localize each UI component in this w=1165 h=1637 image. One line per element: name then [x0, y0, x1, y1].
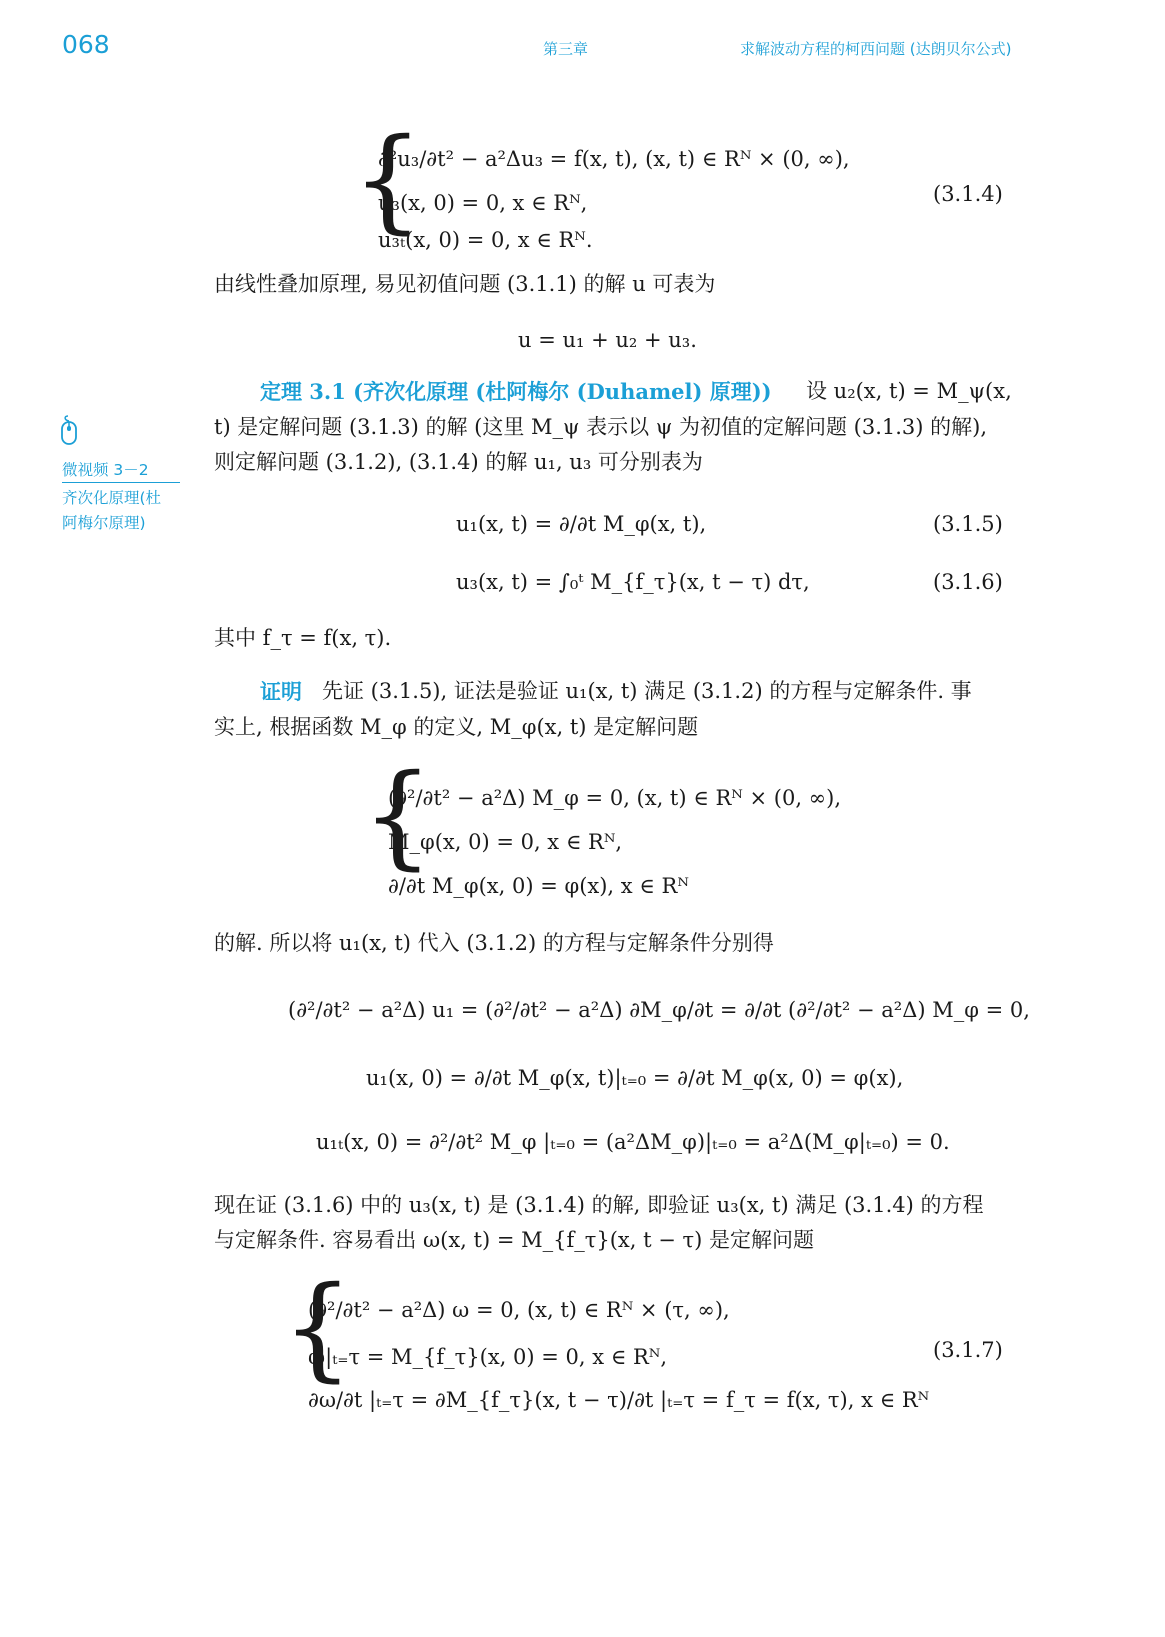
proof-label: 证明 — [260, 679, 302, 704]
chapter-label: 第三章 — [543, 40, 589, 58]
proof-text-line2: 实上, 根据函数 M_φ 的定义, M_φ(x, t) 是定解问题 — [214, 715, 699, 739]
eq-3-1-4-line3: u₃ₜ(x, 0) = 0, x ∈ Rᴺ. — [378, 228, 593, 252]
m-phi-system-line3: ∂/∂t M_φ(x, 0) = φ(x), x ∈ Rᴺ — [388, 874, 689, 898]
proof-text-line1: 先证 (3.1.5), 证法是验证 u₁(x, t) 满足 (3.1.2) 的方程与定解条件. 事 — [322, 679, 972, 703]
eq-3-1-5: u₁(x, t) = ∂/∂t M_φ(x, t), — [456, 512, 707, 536]
sidebar-title-line2[interactable]: 阿梅尔原理) — [62, 514, 146, 532]
paragraph-superposition: 由线性叠加原理, 易见初值问题 (3.1.1) 的解 u 可表为 — [214, 272, 716, 296]
eq-3-1-4-line1: ∂²u₃/∂t² − a²Δu₃ = f(x, t), (x, t) ∈ Rᴺ × (0, ∞), — [378, 147, 850, 171]
eq-number-3-1-5: (3.1.5) — [933, 512, 1003, 536]
eq-3-1-7-line1: (∂²/∂t² − a²Δ) ω = 0, (x, t) ∈ Rᴺ × (τ, ∞), — [308, 1298, 730, 1322]
left-brace: { — [282, 1263, 354, 1393]
left-brace: { — [362, 751, 434, 881]
after-system-paragraph: 的解. 所以将 u₁(x, t) 代入 (3.1.2) 的方程与定解条件分别得 — [214, 931, 774, 955]
theorem-label: 定理 3.1 (齐次化原理 (杜阿梅尔 (Duhamel) 原理)) — [260, 379, 772, 404]
eq-3-1-7-line2: ω|ₜ₌τ = M_{f_τ}(x, 0) = 0, x ∈ Rᴺ, — [308, 1345, 668, 1369]
page-number: 068 — [62, 30, 110, 59]
eq-number-3-1-6: (3.1.6) — [933, 570, 1003, 594]
eq-3-1-7-line3: ∂ω/∂t |ₜ₌τ = ∂M_{f_τ}(x, t − τ)/∂t |ₜ₌τ = f_τ = f(x, τ), x ∈ Rᴺ — [308, 1388, 930, 1412]
chapter-title: 求解波动方程的柯西问题 (达朗贝尔公式) — [740, 40, 1012, 58]
sidebar-video-label[interactable]: 微视频 3－2 — [62, 461, 149, 479]
now-paragraph-line2: 与定解条件. 容易看出 ω(x, t) = M_{f_τ}(x, t − τ) 是定解问题 — [214, 1228, 814, 1252]
substitution-line3: u₁ₜ(x, 0) = ∂²/∂t² M_φ |ₜ₌₀ = (a²ΔM_φ)|ₜ₌₀ = a²Δ(M_φ|ₜ₌₀) = 0. — [316, 1130, 950, 1154]
eq-3-1-4-line2: u₃(x, 0) = 0, x ∈ Rᴺ, — [378, 191, 588, 215]
substitution-line1: (∂²/∂t² − a²Δ) u₁ = (∂²/∂t² − a²Δ) ∂M_φ/∂t = ∂/∂t (∂²/∂t² − a²Δ) M_φ = 0, — [288, 998, 1030, 1022]
theorem-text-line1: 设 u₂(x, t) = M_ψ(x, — [806, 379, 1012, 403]
theorem-text-line2: t) 是定解问题 (3.1.3) 的解 (这里 M_ψ 表示以 ψ 为初值的定解问题 (3.1.3) 的解), — [214, 415, 988, 439]
superposition-equation: u = u₁ + u₂ + u₃. — [518, 328, 697, 352]
m-phi-system-line2: M_φ(x, 0) = 0, x ∈ Rᴺ, — [388, 830, 623, 854]
substitution-line2: u₁(x, 0) = ∂/∂t M_φ(x, t)|ₜ₌₀ = ∂/∂t M_φ(x, 0) = φ(x), — [366, 1066, 904, 1090]
theorem-text-line3: 则定解问题 (3.1.2), (3.1.4) 的解 u₁, u₃ 可分别表为 — [214, 450, 703, 474]
now-paragraph-line1: 现在证 (3.1.6) 中的 u₃(x, t) 是 (3.1.4) 的解, 即验证 u₃(x, t) 满足 (3.1.4) 的方程 — [214, 1193, 984, 1217]
m-phi-system-line1: (∂²/∂t² − a²Δ) M_φ = 0, (x, t) ∈ Rᴺ × (0, ∞), — [388, 786, 842, 810]
sidebar-divider — [62, 482, 180, 483]
eq-number-3-1-7: (3.1.7) — [933, 1338, 1003, 1362]
left-brace: { — [352, 115, 424, 245]
mouse-icon[interactable] — [60, 414, 78, 450]
eq-3-1-6: u₃(x, t) = ∫₀ᵗ M_{f_τ}(x, t − τ) dτ, — [456, 570, 810, 594]
where-clause: 其中 f_τ = f(x, τ). — [214, 626, 392, 650]
eq-number-3-1-4: (3.1.4) — [933, 182, 1003, 206]
sidebar-title-line1[interactable]: 齐次化原理(杜 — [62, 489, 162, 507]
